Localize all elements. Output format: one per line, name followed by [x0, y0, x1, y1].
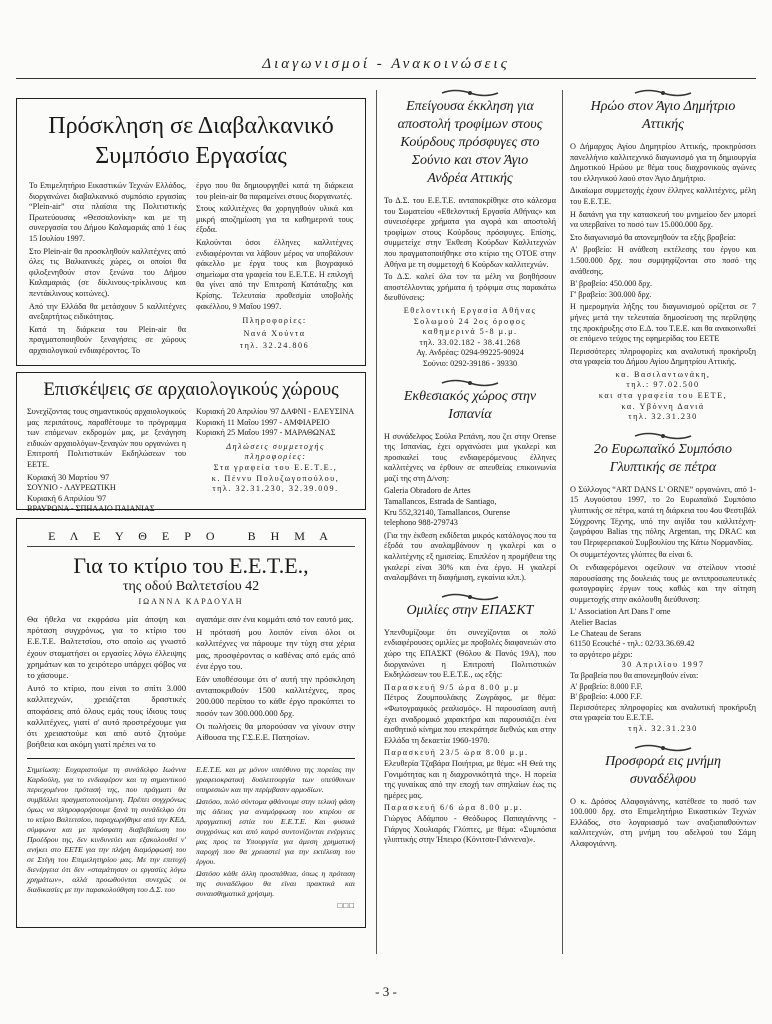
kurds-title: αποστολή τροφίμων στους	[397, 117, 543, 132]
hero-para: Περισσότερες πληροφορίες και αναλυτική προκήρυξη στα γραφεία του Δήμου Αγίου Δημητρίου Αττικής.	[570, 346, 756, 367]
hero-para: Η ημερομηνία λήξης του διαγωνισμού ορίζεται σε 7 μήνες μετά την τελευταία δημοσίευση της περίληψης της προκήρυξης στο Ε.Δ. του Τ.Ε.Ε. και θα ανακοινωθεί σε επόμενο τεύχος της εφημερίδας του ΕΕΤΕ	[570, 302, 756, 344]
symposium-para: Στο Plein-air θα προσκληθούν καλλιτέχνες από όλες τις Βαλκανικές χώρες, οι οποίοι θα φιλοξενηθούν στον ξενώνα του Δήμου Καλαμαριάς (σε δίκλινους-τρίκλινους και πεντάκλινους κοιτώνες).	[29, 246, 186, 298]
talk-text: Πέτρος Ζουμπουλάκης Ζωγράφος, με θέμα: «Φωτογραφικός ρεαλισμός». Η παρουσίαση αυτή έχει αναδρομικό χαρακτήρα και παρουσιάζει ένα αισθητικό κίνημα που επεκράτησε διεθνώς και στην Ελλάδα τη δεκαετία 1960-1970.	[384, 693, 556, 745]
vima-para: Αυτό το κτίριο, που είναι το σπίτι 3.000 καλλιτεχνών, χρειάζεται δραστικές αποφάσεις από όλους εμάς τους ίδιους τους καλλιτέχνες, γιατί σ' αυτό προστρέχουμε για ότι χρειαστούμε και από αυτό ζητούμε βοήθεια και ακόμη γιατί πρέπει να το	[27, 683, 186, 750]
talk-text: Γιώργος Αδάμπου - Θεόδωρος Παπαγιάννης - Γιάργος Χουλιαράς Γλύπτες, με θέμα: «Συμπόσια γλυπτικής στην Ήπειρο (Κόνιτσα-Γιάννενα)».	[384, 813, 556, 845]
talk-date: Παρασκευή 6/6 ώρα 8.00 μ.μ.	[384, 803, 524, 813]
vima-box	[16, 518, 366, 928]
ornament-icon	[633, 431, 693, 441]
hero-title: Ηρώο στον Άγιο Δημήτριο	[590, 99, 736, 114]
column-rule	[562, 90, 563, 954]
hero-contact: κα. Υβόννη Δανιά	[621, 401, 705, 411]
memory-title: Προσφορά εις μνήμη	[605, 753, 721, 769]
symposium-para: Το Επιμελητήριο Εικαστικών Τεχνών Ελλάδος, διοργανώνει διαβαλκανικό συμπόσιο εργασίας “Plein-air” στα πλαίσια της Πολιτιστικής Πρωτεύουσας «Θεσσαλονίκη» και με τη συνεργασία του Δήμου Καλαμαριάς από 1 έως 15 Ιουλίου 1997.	[29, 181, 186, 243]
vima-para: Η πρότασή μου λοιπόν είναι όλοι οι καλλιτέχνες να πάρουμε την τύχη στα χέρια μας, προσφέροντας ο καθένας από εμάς από ένα έργο του.	[196, 627, 355, 671]
kurds-title: Σούνιο και στον Άγιο	[411, 153, 529, 168]
kurds-para: Το Δ.Σ. του Ε.Ε.Τ.Ε. ανταποκρίθηκε στο κάλεσμα του Σωματείου «Εθελοντική Εργασία Αθήνας» και συνεισέφερε χρήματα για αγορά και αποστολή τροφίμων στους Κούρδους πρόσφυγες. Επίσης, συμμετείχε στην Έκθεση Κούρδων Καλλιτεχνών που πραγματοποιήθηκε στο κτίριο της ΟΤΟΕ στην Αθήνα με τη συμμετοχή 6 Κούρδων καλλιτεχνών.	[384, 196, 556, 269]
kurds-address: τηλ. 33.02.182 - 38.41.268	[419, 337, 521, 347]
sculpt-para: Περισσότερες πληροφορίες και αναλυτική προκήρυξη στα γραφεία του Ε.Ε.Τ.Ε.	[570, 702, 756, 723]
vima-note	[27, 765, 355, 910]
symposium-para: Κατά τη διάρκεια του Plein-air θα πραγματοποιηθούν ξεναγήσεις σε χώρους αρχαιολογικού ενδιαφέροντος. Το	[29, 324, 186, 355]
visit-entry: Κυριακή 20 Απριλίου '97 ΔΑΦΝΙ - ΕΛΕΥΣΙΝΑ	[196, 407, 355, 416]
hero-contact: τηλ. 32.31.230	[628, 412, 698, 422]
visit-entry: Κυριακή 25 Μαΐου 1997 - ΜΑΡΑΘΩΝΑΣ	[196, 428, 336, 438]
spain-address: Galeria Obradoro de Artes	[384, 486, 471, 496]
hero-contact: και στα γραφεία του ΕΕΤΕ,	[598, 391, 728, 401]
section-header: Διαγωνισμοί - Ανακοινώσεις	[262, 56, 510, 72]
symposium-box	[16, 98, 366, 366]
ornament-icon	[633, 88, 693, 98]
vima-title: Για το κτίριο του Ε.Ε.Τ.Ε.,	[73, 553, 309, 578]
header-rule	[16, 78, 756, 79]
banner-rule	[27, 546, 355, 547]
symposium-para: Στους καλλιτέχνες θα χορηγηθούν υλικά και μικρή αποζημίωση για τα καθημερινά τους έξοδα.	[196, 204, 353, 235]
kurds-address: καθημερινά 5-8 μ.μ.	[422, 327, 518, 337]
talk-text: Ελευθερία Τζαβάρα Ποιήτρια, με θέμα: «Η Θεά της Γονιμότητας και η διαχρονικότητά της». Η πορεία της γυναίκας από την εποχή των σπηλαίων έως τις ημέρες μας.	[384, 758, 556, 800]
kurds-address: Σούνιο: 0292-39186 - 39330	[422, 358, 518, 368]
right-column	[570, 88, 756, 851]
vima-author: ΙΩΑΝΝΑ ΚΑΡΔΟΥΛΗ	[138, 597, 244, 606]
sculpt-title: 2ο Ευρωπαϊκό Συμπόσιο	[593, 441, 733, 457]
talk-date: Παρασκευή 23/5 ώρα 8.00 μ.μ.	[384, 748, 529, 758]
hero-para: Η δαπάνη για την κατασκευή του μνημείου δεν μπορεί να υπερβαίνει το ποσό των 15.000.000 δρχ.	[570, 209, 756, 230]
sculpt-para: Οι συμμετέχοντες γλύπτες θα είναι 6.	[570, 550, 693, 560]
hero-para: Γ' βραβείο: 300.000 δρχ.	[570, 289, 652, 299]
note-para: Ωστόσο κάθε άλλη προσπάθεια, όπως η πρόταση της συναδέλφου θα είναι πρακτικά και συναισθηματικά χρήσιμη.	[196, 869, 355, 899]
visits-info: τηλ. 32.31.230, 32.39.009.	[212, 484, 339, 494]
vima-para: Θα ήθελα να εκφράσω μία άποψη και πρόταση συγχρόνως, για το κτίριο του Ε.Ε.Τ.Ε. Βαλτετσίου, στο οποίο ως γνωστό έχουν σταματήσει οι εργασίες λόγω έλλειψης χρημάτων και το χειρότερο υπάρχει φόβος να το χάσουμε.	[27, 614, 186, 681]
sculpt-title: Γλυπτικής σε πέτρα	[609, 459, 717, 475]
spain-address: telephono 988-279743	[384, 518, 458, 528]
hero-para: Στο διαγωνισμό θα απονεμηθούν τα εξής βραβεία:	[570, 232, 736, 242]
ornament-icon	[440, 592, 500, 602]
spain-title: Ισπανία	[448, 406, 492, 422]
vima-banner: Ε Λ Ε Υ Θ Ε Ρ Ο Β Η Μ Α	[48, 529, 334, 543]
symposium-title-2: Συμπόσιο Εργασίας	[95, 143, 287, 169]
visit-place: ΣΟΥΝΙΟ - ΛΑΥΡΕΩΤΙΚΗ	[27, 483, 116, 493]
talks-title: Ομιλίες στην ΕΠΑΣΚΤ	[406, 602, 534, 618]
ornament-icon	[440, 88, 500, 98]
info-label: Πληροφορίες:	[242, 316, 307, 326]
memory-para: Ο κ. Δρόσος Αλαφογιάννης, κατέθεσε το ποσό των 100.000 δρχ. στο Επιμελητήριο Εικαστικών Τεχνών Ελλάδος, στο λογαριασμό των αναξιοπαθούντων καλλιτεχνών, στη μνήμη του αδελφού του Σάμη Αλαφογιάννη.	[570, 796, 756, 848]
spain-para: Η συνάδελφος Σούλα Ρεπάνη, που ζει στην Orense της Ισπανίας, έχει οργανώσει μια γκαλερί και προσκαλεί τους ενδιαφερόμενους έλληνες καλλιτέχνες να έρθουν σε απευθείας επικοινωνία μαζί της στη Δ/νση:	[384, 431, 556, 483]
spain-address: Kru 552,32140, Tamallancos, Ourense	[384, 507, 511, 517]
talks-para: Υπενθυμίζουμε ότι συνεχίζονται οι πολύ ενδιαφέρουσες ομιλίες με προβολές διαφανειών στο χώρο της ΕΠΑΣΚΤ (Θόλου & Πανός 19Α), που διοργανώνει η Επιτροπή Πολιτιστικών Εκδηλώσεων του Ε.Ε.Τ.Ε., ως εξής:	[384, 627, 556, 680]
visits-title: Επισκέψεις σε αρχαιολογικούς χώρους	[43, 379, 339, 400]
visit-date: Κυριακή 30 Μαρτίου '97	[27, 472, 110, 482]
vima-body	[27, 614, 355, 752]
sculpt-address: L' Association Art Dans l' orne	[570, 607, 671, 617]
column-rule	[376, 90, 377, 954]
kurds-para: Το Δ.Σ. καλεί όλα τον τα μέλη να βοηθήσουν αποστέλλοντας χρήματα ή τρόφιμα στις παρακάτω διευθύνσεις:	[384, 272, 556, 303]
hero-para: Δικαίωμα συμμετοχής έχουν έλληνες καλλιτέχνες, μέλη του Ε.Ε.Τ.Ε.	[570, 186, 756, 206]
visit-entry: Κυριακή 11 Μαΐου 1997 - ΑΜΦΙΑΡΕΙΟ	[196, 417, 330, 427]
page-number: - 3 -	[375, 984, 397, 999]
kurds-title: Κούρδους πρόσφυγες στο	[400, 135, 540, 150]
symposium-body	[29, 181, 353, 359]
hero-title: Αττικής	[642, 117, 684, 132]
end-mark: □□□	[337, 901, 355, 911]
sculpt-contact: τηλ. 32.31.230	[628, 723, 698, 733]
symposium-para: έργο που θα δημιουργηθεί κατά τη διάρκεια του plein-air θα παραμείνει στους διοργανωτές.	[196, 181, 353, 201]
note-para: Ε.Ε.Τ.Ε. και με μόνον υπεύθυνο της πορείας την γραφειοκρατική δυσλειτουργία των υπεύθυνων υπηρεσιών και την περίμβασιν αρμοδίων.	[196, 765, 355, 795]
visit-place: ΒΡΑΥΡΩΝΑ - ΣΠΗΛΑΙΟ ΠΑΙΑΝΙΑΣ	[27, 504, 155, 514]
visits-info: πληροφορίες:	[244, 452, 307, 462]
middle-column	[384, 88, 556, 848]
hero-para: Ο Δήμαρχος Αγίου Δημητρίου Αττικής, προκηρύσσει πανελλήνιο καλλιτεχνικό διαγωνισμό για τη δημιουργία Δημοτικού Ηρώου με θέμα τους διαχρονικούς αγώνες του ελληνικού λαού στον Άγιο Δημήτριο.	[570, 142, 756, 183]
visits-info: Στα γραφεία του Ε.Ε.Τ.Ε.,	[213, 462, 338, 472]
kurds-address: Εθελοντική Εργασία Αθήνας	[403, 305, 537, 315]
sculpt-address: Le Chateau de Serans	[570, 628, 642, 638]
hero-para: Α' βραβείο: Η ανάθεση εκτέλεσης του έργου και 1.500.000 δρχ. που συμψηφίζονται στο ποσό της ανάθεσης.	[570, 245, 756, 276]
sculpt-address: Atelier Bacias	[570, 617, 617, 627]
sculpt-address: το αργότερο μέχρι:	[570, 649, 633, 659]
kurds-address: Αγ. Ανδρέας: 0294-99225-90924	[416, 348, 524, 358]
kurds-address: Σολωμού 24 2ος όροφος	[413, 316, 527, 326]
visits-box	[16, 372, 366, 514]
sculpt-para: Ο Σύλλογος “ART DANS L' ORNE” οργανώνει, από 1-15 Αυγούστου 1997, το 2ο Ευρωπαϊκό Συμπόσιο γλυπτικής σε πέτρα, κατά τη διάρκεια του 4ου Φεστιβάλ Σύγχρονης Τέχνης, υπό την αιγίδα του καλλιτέχνη-ζωγράφου Balias της πόλης Argentan, της DRAC και του Περιφερειακού Συμβουλίου της Κάτω Νορμανδίας.	[570, 484, 756, 547]
vima-para: Οι πωλήσεις θα μπορούσαν να γίνουν στην Αίθουσα της Γ.Σ.Ε.Ε. Πατησίων.	[196, 720, 355, 743]
note-rule	[27, 758, 355, 759]
info-phone: τηλ. 32.24.806	[239, 341, 310, 351]
spain-title: Εκθεσιακός χώρος στην	[403, 388, 537, 404]
visit-date: Κυριακή 6 Απριλίου '97	[27, 493, 107, 503]
kurds-title: Ανδρέα Αττικής	[427, 171, 513, 186]
symposium-para: Καλούνται όσοι έλληνες καλλιτέχνες ενδιαφέρονται να λάβουν μέρος να υποβάλουν φάκελλο με έργα τους και βιογραφικό σημείωμα στα γραφεία του Ε.Ε.Τ.Ε. Η επιλογή θα γίνει από την Επιτροπή Κατάταξης και Κρίσης. Τελευταία προθεσμία υποβολής φακέλλου, 9 Μαΐου 1997.	[196, 237, 353, 311]
hero-para: Β' βραβείο: 450.000 δρχ.	[570, 279, 653, 289]
info-name: Νανά Χούντα	[243, 328, 306, 338]
sculpt-deadline: 30 Απριλίου 1997	[621, 660, 705, 670]
ornament-icon	[440, 378, 500, 388]
sculpt-para: Οι ενδιαφερόμενοι οφείλουν να στείλουν ντοσιέ παρουσίασης της δουλειάς τους με αντιπροσωπευτικές φωτογραφίες έργων τους καθώς και την αίτηση συμμετοχής στην ακόλουθη διεύθυνση:	[570, 563, 756, 604]
talk-date: Παρασκευή 9/5 ώρα 8.00 μ.μ	[384, 682, 520, 692]
visits-body	[27, 407, 355, 515]
spain-address: Tamallancos, Estrada de Santiago,	[384, 497, 497, 507]
memory-title: συναδέλφου	[629, 771, 697, 787]
kurds-title: Επείγουσα έκκληση για	[406, 99, 534, 114]
visits-para: Συνεχίζοντας τους σημαντικούς αρχαιολογικούς μας περιπάτους, παραθέτουμε το πρόγραμμα των επόμενων εκδρομών μας, με ξενάγηση ειδικών αρχαιολόγων-ξεναγών που οργανώνει η Επιτροπή Πολιτιστικών Εκδηλώσεων του ΕΕΤΕ.	[27, 407, 186, 469]
sculpt-para: Τα βραβεία που θα απονεμηθούν είναι:	[570, 670, 699, 680]
note-para: Σημείωση: Ευχαριστούμε τη συνάδελφο Ιωάννα Καρδούλη, για το ενδιαφέρον και τη σημαντικού περιεχομένου πρότασή της, που πράγματι θα συμβάλλει πραγματοποιούμενη. Πρέπει συγχρόνως όμως να πληροφορήσουμε ξανά τη συνάδελφο ότι το κτίριο Βαλτετσίου, παραχωρήθηκε από την ΚΕΔ, σύμφωνα και με πρόσφατη διαβεβαίωση του Προέδρου της, δεν κινδυνεύει και εξακολουθεί ν' ανήκει στο ΕΕΤΕ για την πλήρη διαμόρφωσή του σε Στέγη του Επιμελητηρίου μας. Με την επιτυχή διενέργεια ότι δεν «σταμάτησαν οι εργασίες λόγω χρημάτων», αλλά προωθούνται συνεχώς οι διαδικασίες με την παρακολούθηση του Δ.Σ. του	[27, 765, 186, 895]
sculpt-address: 61150 Ecouché - τηλ.: 02/33.36.69.42	[570, 639, 695, 649]
sculpt-para: Β' βραβείο: 4.000 F.F.	[570, 692, 643, 702]
spain-para: (Για την έκθεση εκδίδεται μικρός κατάλογος που τα έξοδά του αναλαμβάνουν η γκαλερί και ο καλλιτέχνης εξ ημισείας. Επιπλέον η προμήθεια της γκαλερί είναι 30% και ένα έργο. Η γκαλερί αναλαμβάνει τη διαφήμιση, εγκαίνια κλπ.).	[384, 530, 556, 583]
symposium-title-1: Πρόσκληση σε Διαβαλκανικό	[48, 113, 334, 139]
visits-info: κ. Πέννυ Πολυζωγοπούλου,	[211, 473, 340, 483]
hero-contact: κα. Βασιλαντωνάκη,	[615, 369, 711, 379]
symposium-para: Από την Ελλάδα θα μετάσχουν 5 καλλιτέχνες ανεξαρτήτως ειδικότητας.	[29, 301, 186, 322]
hero-contact: τηλ.: 97.02.500	[626, 380, 700, 390]
note-para: Ωστόσο, πολύ σύντομα φθάνουμε στην τελική φάση της άδειας για αναμόρφωση του κτιρίου σε πραγματική εστία του Ε.Ε.Τ.Ε. Και φυσικά συγχρόνως και από καιρό συντονίζονται ενέργειες μας προς τα Υπουργεία για άμεση χρηματική παροχή που θα χρειαστεί για την εκτέλεση του έργου.	[196, 797, 355, 867]
ornament-icon	[633, 743, 693, 753]
vima-para: Εάν υποθέσουμε ότι σ' αυτή την πρόσκληση ανταποκριθούν 1500 καλλιτέχνες, προς 200.000 περίπου το κάθε έργο προκύπτει το ποσόν των 300.000.000 δρχ.	[196, 674, 355, 718]
vima-para: αγαπάμε σαν ένα κομμάτι από τον εαυτό μας.	[196, 614, 354, 624]
visits-info: Δηλώσεις συμμετοχής	[226, 441, 325, 451]
vima-subtitle: της οδού Βαλτετσίου 42	[122, 579, 260, 594]
sculpt-para: Α' βραβείο: 8.000 F.F.	[570, 681, 643, 691]
